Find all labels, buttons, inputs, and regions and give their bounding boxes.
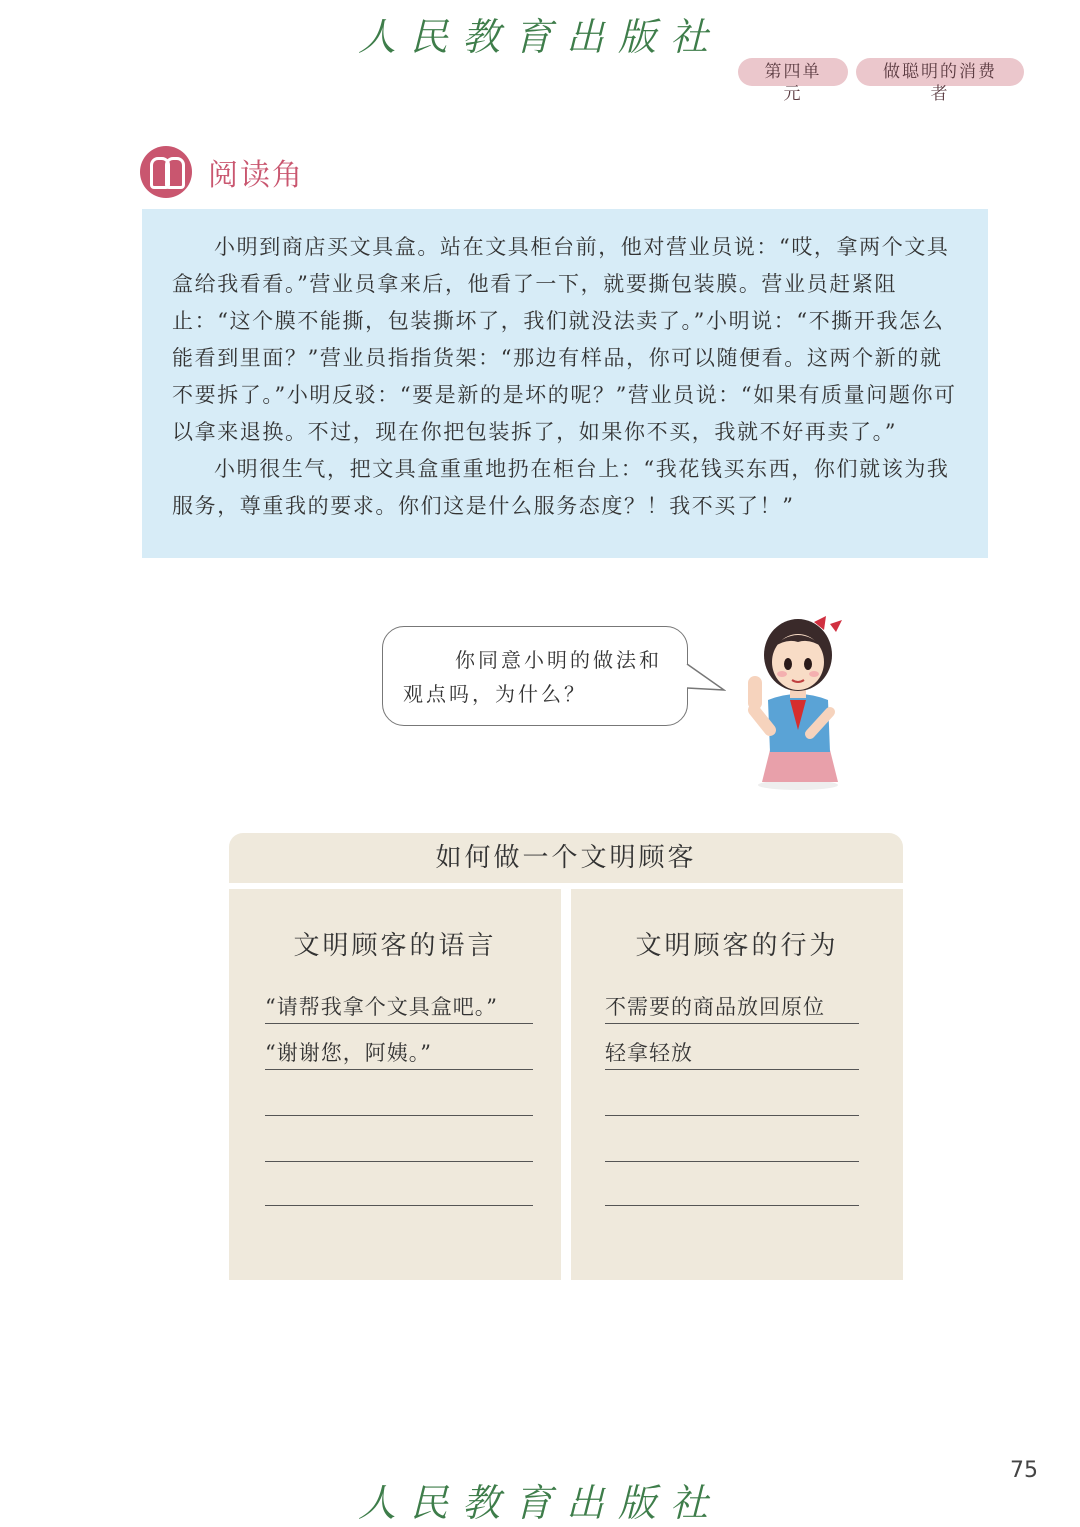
reading-story-box [142,209,988,558]
lesson-tag: 做聪明的消费者 [856,58,1024,86]
header-tags [738,58,1024,104]
answer-line[interactable] [265,1173,533,1206]
answer-line[interactable] [605,1173,859,1206]
answer-line[interactable]: “请帮我拿个文具盒吧。” [265,991,533,1024]
book-icon [140,146,192,198]
behavior-column-title: 文明顾客的行为 [635,931,839,961]
unit-tag: 第四单元 [738,58,848,86]
speech-bubble [382,626,688,726]
speech-bubble-tail [686,660,726,696]
answer-line[interactable] [605,1129,859,1162]
girl-illustration [730,600,860,790]
answer-line[interactable] [265,1129,533,1162]
page-number: 75 [1010,1458,1038,1483]
behavior-column [571,889,903,1280]
bubble-line: 你同意小明的做法和 [455,648,662,672]
language-column-title: 文明顾客的语言 [293,931,497,961]
answer-line[interactable] [605,1083,859,1116]
bubble-line: 观点吗，为什么？ [403,682,587,706]
publisher-header: 人民教育出版社 [357,15,722,59]
story-paragraph: 小明很生气，把文具盒重重地扔在柜台上：“我花钱买东西，你们就该为我服务，尊重我的要求。你们这是什么服务态度？！我不买了！” [172,457,950,518]
reading-corner-title: 阅读角 [208,158,304,193]
reading-corner-heading [140,146,304,198]
answer-line[interactable]: “谢谢您，阿姨。” [265,1037,533,1070]
answer-line[interactable]: 不需要的商品放回原位 [605,991,859,1024]
publisher-footer: 人民教育出版社 [357,1481,722,1525]
answer-line[interactable]: 轻拿轻放 [605,1037,859,1070]
language-column [229,889,561,1280]
answer-line[interactable] [265,1083,533,1116]
civil-customer-table-title: 如何做一个文明顾客 [229,833,903,883]
story-paragraph: 小明到商店买文具盒。站在文具柜台前，他对营业员说：“哎，拿两个文具盒给我看看。”营业员拿来后，他看了一下，就要撕包装膜。营业员赶紧阻止：“这个膜不能撕，包装撕坏了，我们就没法卖了。”小明说：“不撕开我怎么能看到里面？”营业员指指货架：“那边有样品，你可以随便看。这两个新的就不要拆了。”小明反驳：“要是新的是坏的呢？”营业员说：“如果有质量问题你可以拿来退换。不过，现在你把包装拆了，如果你不买，我就不好再卖了。” [172,235,957,444]
